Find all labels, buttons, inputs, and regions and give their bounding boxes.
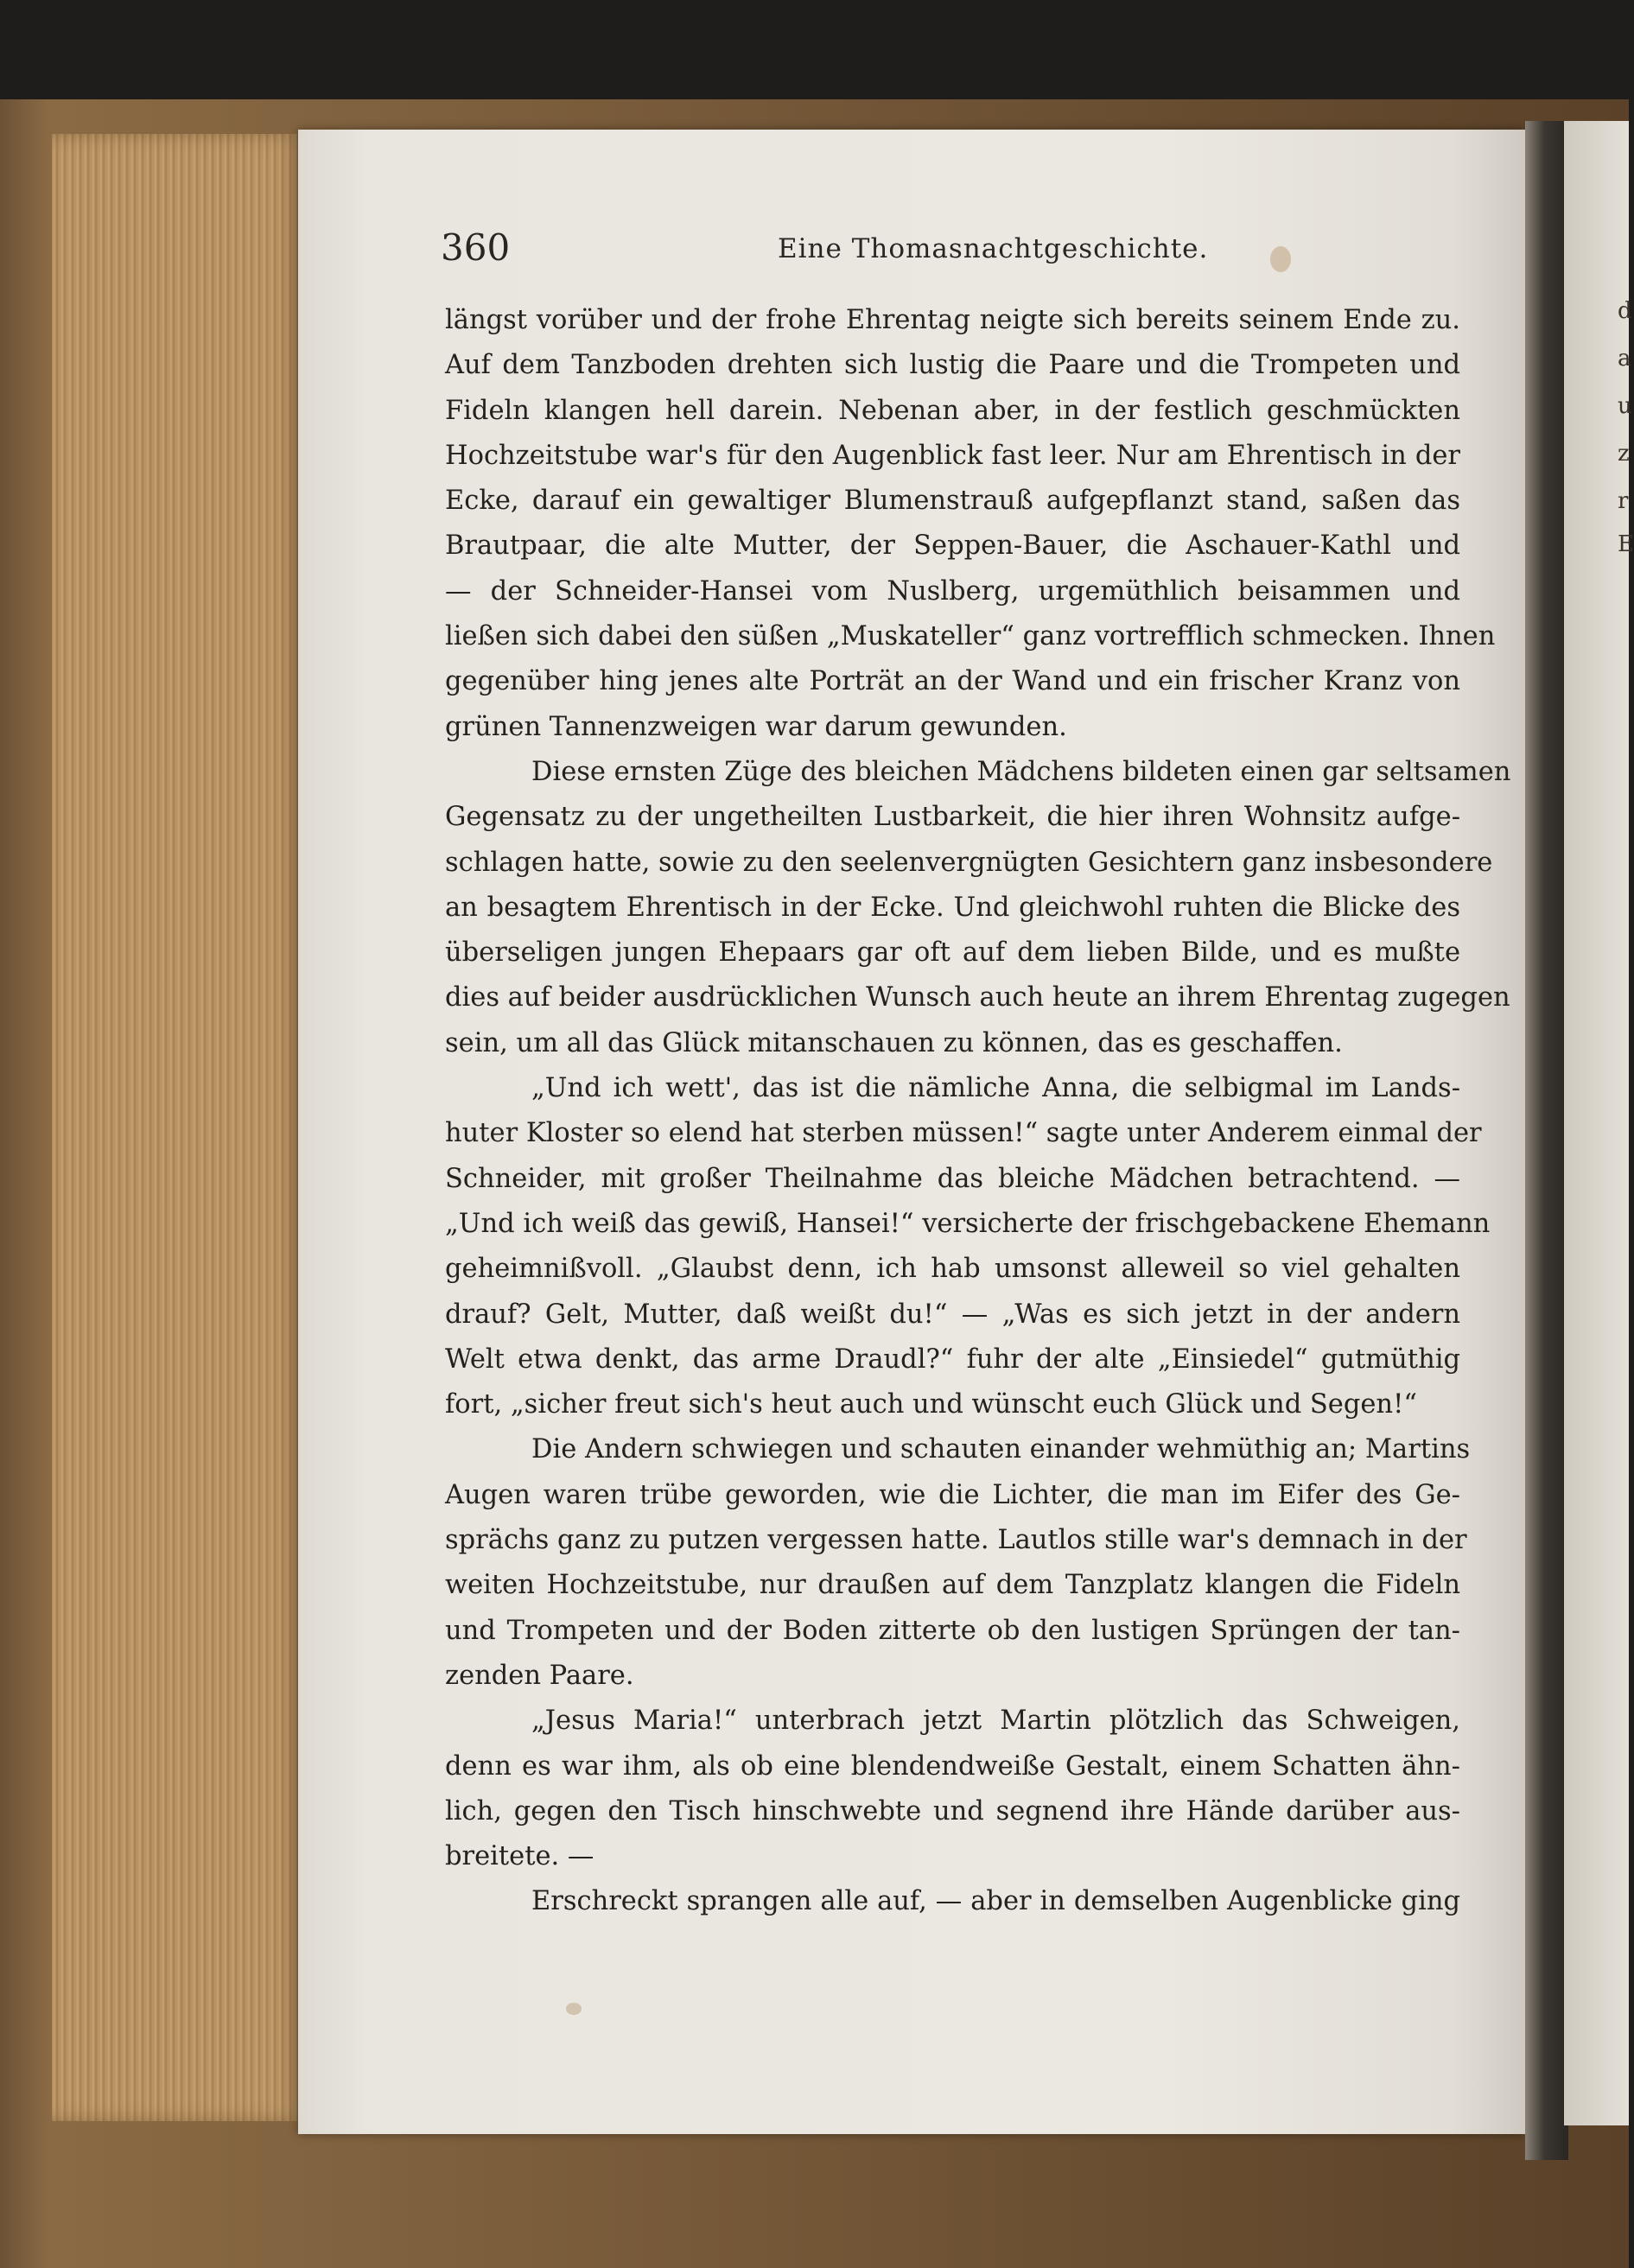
text-line: Schneider, mit großer Theilnahme das bleiche Mädchen betrachtend. —	[445, 1163, 1460, 1194]
text-line: zenden Paare.	[445, 1660, 634, 1691]
text-line: Augen waren trübe geworden, wie die Lichter, die man im Eifer des Ge-	[445, 1479, 1460, 1510]
text-line: Brautpaar, die alte Mutter, der Seppen-Bauer, die Aschauer-Kathl und	[445, 530, 1460, 562]
text-line: grünen Tannenzweigen war darum gewunden.	[445, 711, 1067, 742]
right-page-letter: u	[1618, 393, 1632, 419]
text-line: Auf dem Tanzboden drehten sich lustig die Paare und die Trompeten und	[445, 350, 1460, 381]
body-text	[445, 298, 1511, 1925]
text-line: — der Schneider-Hansei vom Nuslberg, urgemüthlich beisammen und	[445, 575, 1460, 607]
text-line: überseligen jungen Ehepaars gar oft auf dem lieben Bilde, und es mußte	[445, 937, 1460, 969]
text-line: Hochzeitstube war's für den Augenblick fast leer. Nur am Ehrentisch in der	[445, 440, 1460, 471]
page-fore-edge	[52, 134, 302, 2121]
text-line: dies auf beider ausdrücklichen Wunsch auch heute an ihrem Ehrentag zugegen	[445, 982, 1510, 1013]
text-line: drauf? Gelt, Mutter, daß weißt du!“ — „Was es sich jetzt in der andern	[445, 1299, 1460, 1330]
text-line: und Trompeten und der Boden zitterte ob den lustigen Sprüngen der tan-	[445, 1615, 1460, 1646]
text-line: Ecke, darauf ein gewaltiger Blumenstrauß aufgepflanzt stand, saßen das	[445, 486, 1460, 517]
paper-stain	[566, 2003, 582, 2015]
text-line: Die Andern schwiegen und schauten einander wehmüthig an; Martins	[531, 1434, 1471, 1465]
page-number: 360	[441, 226, 511, 269]
text-line: lich, gegen den Tisch hinschwebte und segnend ihre Hände darüber aus-	[445, 1795, 1460, 1826]
right-page-letter: d	[1618, 298, 1632, 324]
right-page-letter: a	[1618, 346, 1631, 372]
right-page-letter: E	[1618, 531, 1634, 557]
text-line: weiten Hochzeitstube, nur draußen auf dem Tanzplatz klangen die Fideln	[445, 1570, 1460, 1601]
text-line: schlagen hatte, sowie zu den seelenvergnügten Gesichtern ganz insbesondere	[445, 847, 1493, 878]
text-line: breitete. —	[445, 1841, 594, 1872]
running-title: Eine Thomasnachtgeschichte.	[778, 233, 1209, 264]
text-line: Gegensatz zu der ungetheilten Lustbarkeit, die hier ihren Wohnsitz aufge-	[445, 802, 1460, 833]
right-page-sliver	[1564, 121, 1629, 2125]
text-line: denn es war ihm, als ob eine blendendweiße Gestalt, einem Schatten ähn-	[445, 1750, 1460, 1782]
text-line: Diese ernsten Züge des bleichen Mädchens bildeten einen gar seltsamen	[531, 756, 1511, 787]
text-line: Erschreckt sprangen alle auf, — aber in demselben Augenblicke ging	[531, 1886, 1460, 1917]
text-line: sprächs ganz zu putzen vergessen hatte. Lautlos stille war's demnach in der	[445, 1525, 1467, 1556]
text-line: längst vorüber und der frohe Ehrentag neigte sich bereits seinem Ende zu.	[445, 305, 1460, 335]
text-line: fort, „sicher freut sich's heut auch und wünscht euch Glück und Segen!“	[445, 1389, 1417, 1420]
text-line: „Jesus Maria!“ unterbrach jetzt Martin plötzlich das Schweigen,	[531, 1706, 1460, 1737]
text-line: Fideln klangen hell darein. Nebenan aber, in der festlich geschmückten	[445, 395, 1460, 426]
text-line: an besagtem Ehrentisch in der Ecke. Und gleichwohl ruhten die Blicke des	[445, 892, 1460, 923]
text-line: geheimnißvoll. „Glaubst denn, ich hab umsonst alleweil so viel gehalten	[445, 1254, 1460, 1285]
right-page-letter: r	[1618, 488, 1629, 514]
book-gutter	[1525, 121, 1568, 2160]
text-line: Welt etwa denkt, das arme Draudl?“ fuhr der alte „Einsiedel“ gutmüthig	[445, 1344, 1460, 1375]
text-line: gegenüber hing jenes alte Porträt an der Wand und ein frischer Kranz von	[445, 666, 1460, 697]
text-line: ließen sich dabei den süßen „Muskateller“ ganz vortrefflich schmecken. Ihnen	[445, 621, 1496, 652]
page-header	[441, 226, 1460, 278]
text-line: „Und ich weiß das gewiß, Hansei!“ versicherte der frischgebackene Ehemann	[445, 1208, 1491, 1239]
text-line: huter Kloster so elend hat sterben müssen!“ sagte unter Anderem einmal der	[445, 1118, 1482, 1149]
right-page-letter: z	[1618, 441, 1630, 467]
text-line: „Und ich wett', das ist die nämliche Anna, die selbigmal im Lands-	[531, 1073, 1460, 1104]
text-line: sein, um all das Glück mitanschauen zu können, das es geschaffen.	[445, 1027, 1343, 1058]
